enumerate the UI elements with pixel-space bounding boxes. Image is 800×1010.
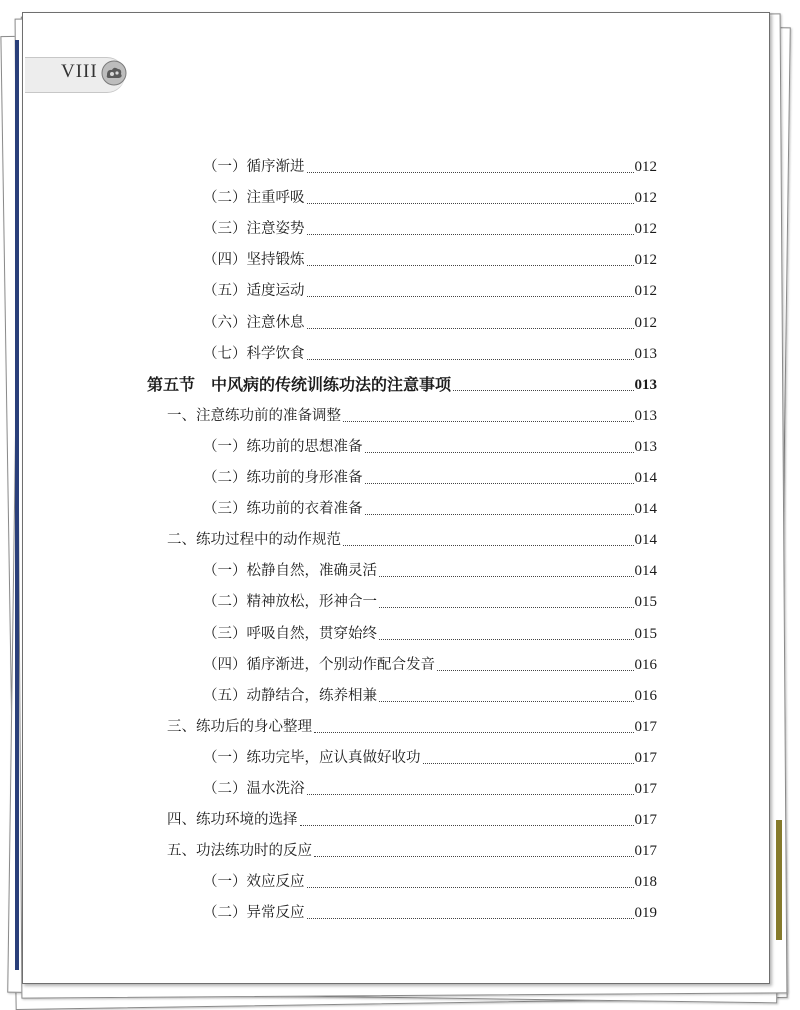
toc-page [22, 12, 770, 984]
toc-entry-title: （二）精神放松，形神合一 [203, 594, 377, 611]
toc-page-number: 012 [634, 283, 657, 300]
toc-page-number: 019 [634, 905, 657, 922]
toc-page-number: 016 [634, 656, 657, 673]
dot-leader [300, 825, 634, 826]
dot-leader [314, 856, 634, 857]
toc-page-number: 012 [634, 190, 657, 207]
toc-entry-title: （四）坚持锻炼 [203, 252, 305, 269]
toc-entry-title: （一）循序渐进 [203, 159, 305, 175]
toc-subentry[interactable] [203, 899, 657, 923]
dot-leader [307, 328, 634, 329]
table-of-contents [23, 13, 769, 983]
toc-entry-title: 四、练功环境的选择 [167, 812, 298, 829]
toc-entry-title: （一）练功完毕，应认真做好收功 [203, 749, 421, 766]
toc-entry-title: （二）异常反应 [203, 905, 305, 922]
toc-subentry[interactable] [203, 557, 657, 581]
toc-entry-title: （二）注重呼吸 [203, 190, 305, 207]
dot-leader [437, 670, 634, 671]
toc-page-number: 013 [634, 345, 657, 362]
dot-leader [307, 794, 634, 795]
toc-page-number: 013 [634, 438, 657, 455]
toc-entry-title: （三）练功前的衣着准备 [203, 501, 363, 518]
toc-entry-title: （一）练功前的思想准备 [203, 438, 363, 455]
book-edge-blue [15, 40, 19, 970]
toc-subentry[interactable] [203, 433, 657, 457]
toc-page-number: 013 [634, 407, 657, 424]
toc-page-number: 013 [634, 376, 657, 393]
toc-page-number: 017 [634, 812, 657, 829]
dot-leader [379, 701, 634, 702]
toc-entry-title: 一、注意练功前的准备调整 [167, 407, 341, 424]
dot-leader [379, 607, 634, 608]
toc-page-number: 014 [634, 470, 657, 486]
toc-entry-title: （五）适度运动 [203, 283, 305, 300]
dot-leader [307, 918, 634, 919]
toc-page-number: 012 [634, 252, 657, 269]
toc-entry-title: 第五节 中风病的传统训练功法的注意事项 [147, 374, 452, 394]
dot-leader [365, 514, 634, 515]
dot-leader [307, 296, 634, 297]
toc-entry-title: 三、练功后的身心整理 [167, 718, 312, 735]
toc-entry-title: （四）循序渐进，个别动作配合发音 [203, 656, 435, 673]
toc-subentry[interactable] [203, 620, 657, 644]
dot-leader [365, 452, 634, 453]
toc-page-number: 017 [634, 749, 657, 766]
toc-subentry[interactable] [203, 340, 657, 364]
toc-page-number: 014 [634, 501, 657, 518]
dot-leader [343, 421, 634, 422]
toc-page-number: 017 [634, 781, 657, 797]
toc-subentry[interactable] [203, 184, 657, 208]
book-edge-olive [776, 820, 782, 940]
toc-chapter-entry[interactable] [167, 806, 657, 830]
toc-subentry[interactable] [203, 215, 657, 239]
toc-subentry[interactable] [203, 246, 657, 270]
toc-entry-title: 二、练功过程中的动作规范 [167, 532, 341, 549]
toc-page-number: 015 [634, 625, 657, 642]
toc-chapter-entry[interactable] [167, 526, 657, 550]
toc-entry-title: （六）注意休息 [203, 314, 305, 331]
toc-page-number: 017 [634, 843, 657, 860]
dot-leader [307, 359, 634, 360]
toc-subentry[interactable] [203, 682, 657, 706]
toc-entry-title: （三）注意姿势 [203, 221, 305, 238]
toc-page-number: 016 [634, 687, 657, 704]
toc-entry-title: （七）科学饮食 [203, 345, 305, 362]
toc-chapter-entry[interactable] [167, 837, 657, 861]
toc-page-number: 018 [634, 874, 657, 891]
dot-leader [314, 732, 634, 733]
toc-subentry[interactable] [203, 277, 657, 301]
toc-subentry[interactable] [203, 744, 657, 768]
toc-entry-title: 五、功法练功时的反应 [167, 843, 312, 860]
toc-page-number: 012 [634, 221, 657, 238]
toc-entry-title: （一）效应反应 [203, 874, 305, 891]
toc-subentry[interactable] [203, 153, 657, 177]
toc-entry-title: （二）温水洗浴 [203, 781, 305, 797]
page-number: VIII [61, 61, 98, 82]
toc-page-number: 012 [634, 159, 657, 175]
dot-leader [379, 576, 634, 577]
toc-subentry[interactable] [203, 651, 657, 675]
toc-subentry[interactable] [203, 464, 657, 488]
dot-leader [307, 887, 634, 888]
dot-leader [307, 265, 634, 266]
toc-entry-title: （五）动静结合，练养相兼 [203, 687, 377, 704]
dot-leader [365, 483, 634, 484]
toc-page-number: 017 [634, 718, 657, 735]
toc-page-number: 012 [634, 314, 657, 331]
toc-page-number: 014 [634, 563, 657, 580]
toc-page-number: 015 [634, 594, 657, 611]
toc-section-entry[interactable] [147, 371, 657, 395]
toc-page-number: 014 [634, 532, 657, 549]
toc-entry-title: （三）呼吸自然，贯穿始终 [203, 625, 377, 642]
toc-subentry[interactable] [203, 588, 657, 612]
toc-subentry[interactable] [203, 495, 657, 519]
toc-chapter-entry[interactable] [167, 402, 657, 426]
dot-leader [307, 172, 634, 173]
toc-subentry[interactable] [203, 309, 657, 333]
dot-leader [453, 390, 633, 391]
toc-entry-title: （二）练功前的身形准备 [203, 470, 363, 486]
toc-subentry[interactable] [203, 868, 657, 892]
dot-leader [307, 234, 634, 235]
toc-subentry[interactable] [203, 775, 657, 799]
toc-chapter-entry[interactable] [167, 713, 657, 737]
dot-leader [343, 545, 634, 546]
dot-leader [423, 763, 634, 764]
dot-leader [379, 639, 634, 640]
toc-entry-title: （一）松静自然，准确灵活 [203, 563, 377, 580]
dot-leader [307, 203, 634, 204]
